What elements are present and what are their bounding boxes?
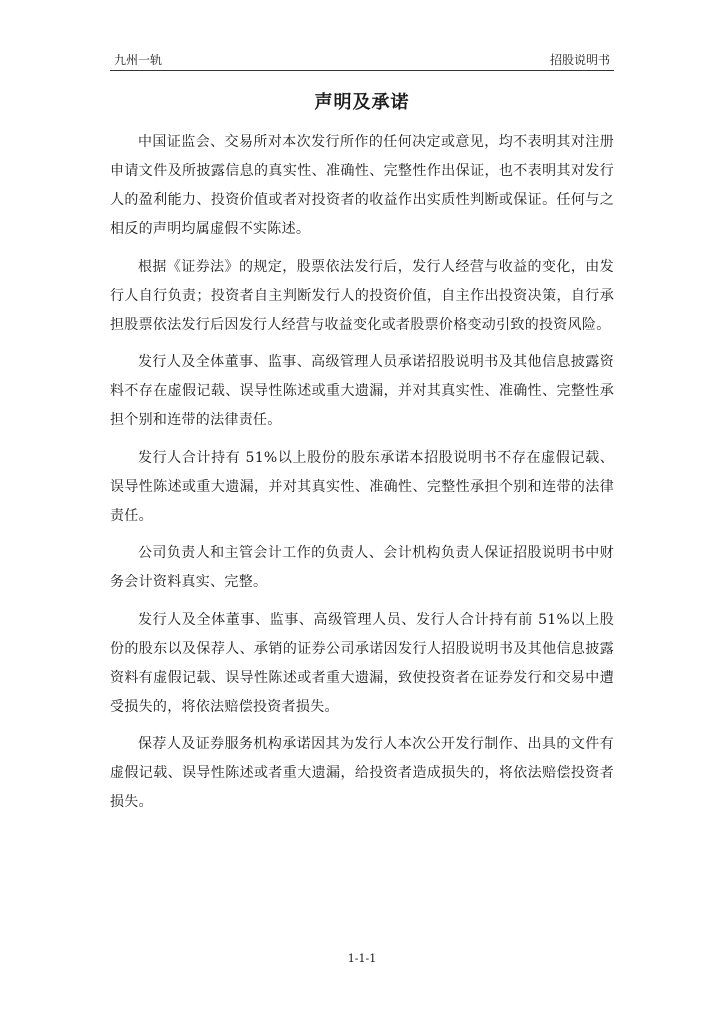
page-title: 声明及承诺 (314, 92, 410, 113)
paragraph-regulator-disclaimer: 中国证监会、交易所对本次发行所作的任何决定或意见，均不表明其对注册申请文件及所披露信息的真实性、准确性、完整性作出保证，也不表明其对发行人的盈利能力、投资价值或者对投资者的收益作出实质性判断或保证。任何与之相反的声明均属虚假不实陈述。 (110, 134, 614, 237)
header-document-type: 招股说明书 (549, 53, 610, 67)
paragraph-shareholders-commitment: 发行人合计持有 51%以上股份的股东承诺本招股说明书不存在虚假记载、误导性陈述或重大遗漏，并对其真实性、准确性、完整性承担个别和连带的法律责任。 (110, 449, 614, 524)
paragraph-financial-guarantee: 公司负责人和主管会计工作的负责人、会计机构负责人保证招股说明书中财务会计资料真实、完整。 (110, 545, 614, 590)
paragraph-sponsor-commitment: 保荐人及证券服务机构承诺因其为发行人本次公开发行制作、出具的文件有虚假记载、误导性陈述或者重大遗漏，给投资者造成损失的，将依法赔偿投资者损失。 (110, 736, 614, 810)
page-header (110, 50, 614, 71)
document-body (110, 128, 614, 826)
paragraph-compensation-commitment: 发行人及全体董事、监事、高级管理人员、发行人合计持有前 51%以上股份的股东以及保荐人、承销的证券公司承诺因发行人招股说明书及其他信息披露资料有虚假记载、误导性陈述或者重大遗漏，致使投资者在证券发行和交易中遭受损失的，将依法赔偿投资者损失。 (110, 611, 614, 715)
paragraph-directors-commitment: 发行人及全体董事、监事、高级管理人员承诺招股说明书及其他信息披露资料不存在虚假记载、误导性陈述或重大遗漏，并对其真实性、准确性、完整性承担个别和连带的法律责任。 (110, 354, 614, 428)
paragraph-investment-risk: 根据《证券法》的规定，股票依法发行后，发行人经营与收益的变化，由发行人自行负责；投资者自主判断发行人的投资价值，自主作出投资决策，自行承担股票依法发行后因发行人经营与收益变化或者股票价格变动引致的投资风险。 (110, 258, 614, 333)
header-company-name: 九州一轨 (114, 53, 163, 67)
page-number: 1-1-1 (347, 952, 377, 965)
